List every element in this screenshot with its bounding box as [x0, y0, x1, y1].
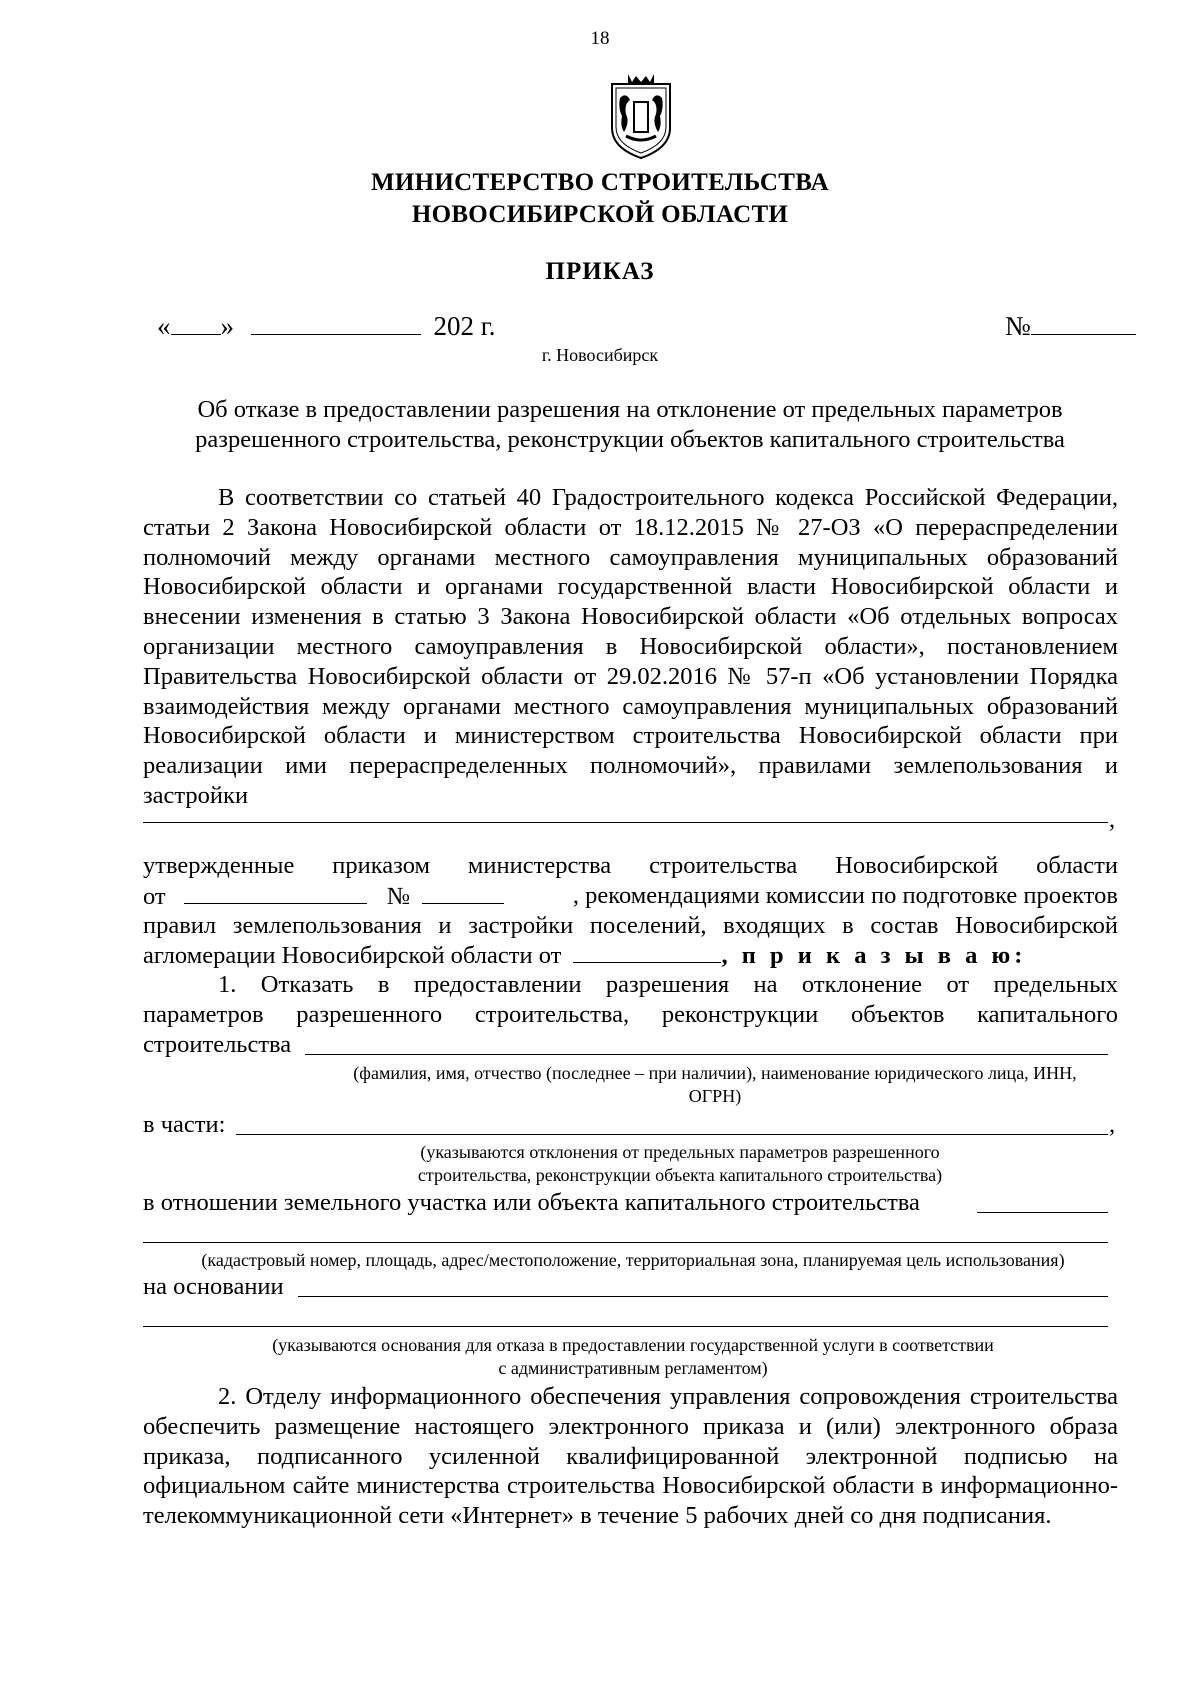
- approved-from: [143, 881, 504, 912]
- in-part-comma: ,: [1109, 1111, 1116, 1138]
- item1-line-1: 1. Отказать в предоставлении разрешения на отклонение от предельных: [218, 971, 1118, 998]
- note-applicant-line-1: (фамилия, имя, отчество (последнее – при наличии), наименование юридического лица, ИНН,: [353, 1063, 1077, 1083]
- applicant-blank-line: [305, 1054, 1108, 1055]
- note-basis: [143, 1334, 1123, 1380]
- note-basis-line-1: (указываются основания для отказа в предоставлении государственной услуги в соответствии: [272, 1335, 994, 1355]
- subject: [140, 395, 1120, 455]
- city: г. Новосибирск: [541, 345, 659, 365]
- in-part-label: в части:: [143, 1111, 226, 1138]
- day-blank: [171, 310, 221, 335]
- subject-line-1: Об отказе в предоставлении разрешения на отклонение от предельных параметров: [197, 396, 1063, 423]
- from-label: от: [143, 883, 166, 910]
- ministry-line-1: МИНИСТЕРСТВО СТРОИТЕЛЬСТВА: [371, 169, 829, 196]
- regarding-text: в отношении земельного участка или объекта капитального строительства: [143, 1189, 920, 1216]
- number-sign: №: [1005, 311, 1031, 341]
- regarding-blank-short: [977, 1212, 1108, 1213]
- note-deviation-line-1: (указываются отклонения от предельных параметров разрешенного: [420, 1142, 940, 1162]
- note-applicant-line-2: ОГРН): [688, 1086, 742, 1106]
- note-basis-line-2: с административным регламентом): [498, 1358, 768, 1378]
- date-close-quote: »: [220, 311, 234, 341]
- regarding-blank-full: [143, 1242, 1108, 1243]
- note-applicant: [305, 1062, 1125, 1108]
- rules-line: правил землепользования и застройки поселений, входящих в состав Новосибирской: [143, 912, 1118, 939]
- date-row: [157, 310, 496, 342]
- year-text: 202 г.: [433, 311, 496, 341]
- number-label: №: [386, 883, 411, 910]
- basis-blank-short: [298, 1296, 1108, 1297]
- order-number: [1005, 310, 1136, 342]
- comma-after-rules: ,: [1109, 806, 1116, 833]
- ministry-line-2: НОВОСИБИРСКОЙ ОБЛАСТИ: [411, 201, 789, 228]
- in-part-blank-line: [236, 1134, 1108, 1135]
- date-open-quote: «: [157, 311, 171, 341]
- page-number: 18: [590, 28, 610, 49]
- approval-number-blank: [422, 881, 504, 904]
- note-deviation-line-2: строительства, реконструкции объекта капитального строительства): [417, 1165, 943, 1185]
- month-blank: [251, 310, 421, 335]
- coat-of-arms-icon: [606, 70, 676, 160]
- basis-label: на основании: [143, 1273, 284, 1300]
- agglomeration-text: агломерации Новосибирской области от: [143, 942, 562, 969]
- preamble: В соответствии со статьей 40 Градостроительного кодекса Российской Федерации, статьи 2 Закона Новосибирской области от 18.12.2015 № 27-ОЗ «О перераспределении полномочий между органами местного самоуправления муниципальных образований Новосибирской области и органами государственной власти Новосибирской области и внесении изменения в статью 3 Закона Новосибирской области «Об отдельных вопросах организации местного самоуправления в Новосибирской области», постановлением Правительства Новосибирской области от 29.02.2016 № 57-п «Об установлении Порядка взаимодействия между органами местного самоуправления муниципальных образований Новосибирской области и министерством строительства Новосибирской области при реализации ими перераспределенных полномочий», правилами землепользования и застройки: [143, 484, 1118, 809]
- subject-line-2: разрешенного строительства, реконструкции объектов капитального строительства: [195, 426, 1065, 453]
- approval-date-blank: [184, 881, 367, 904]
- item1-line-2: параметров разрешенного строительства, реконструкции объектов капитального: [143, 1001, 1118, 1028]
- number-blank: [1031, 310, 1136, 335]
- basis-blank-full: [143, 1326, 1108, 1327]
- item2: 2. Отделу информационного обеспечения управления сопровождения строительства обеспечить размещение настоящего электронного приказа и (или) электронного образа приказа, подписанного усиленной квалифицированной электронной подписью на официальном сайте министерства строительства Новосибирской области в информационно-телекоммуникационной сети «Интернет» в течение 5 рабочих дней со дня подписания.: [143, 1383, 1118, 1530]
- document-type: ПРИКАЗ: [545, 258, 655, 285]
- note-cadastral: (кадастровый номер, площадь, адрес/местоположение, территориальная зона, планируемая цель использования): [201, 1250, 1065, 1270]
- agglomeration-line: [143, 940, 1026, 971]
- ministry-name: [0, 167, 1200, 231]
- rules-blank-line: [143, 822, 1108, 823]
- commission-date-blank: [573, 940, 721, 963]
- item1-line-3-label: строительства: [143, 1031, 292, 1058]
- approved-line: утвержденные приказом министерства строительства Новосибирской области: [143, 852, 1118, 879]
- note-deviation: [240, 1141, 1120, 1187]
- order-word: , п р и к а з ы в а ю:: [721, 942, 1027, 969]
- recommendations-text: , рекомендациями комиссии по подготовке проектов: [572, 882, 1118, 909]
